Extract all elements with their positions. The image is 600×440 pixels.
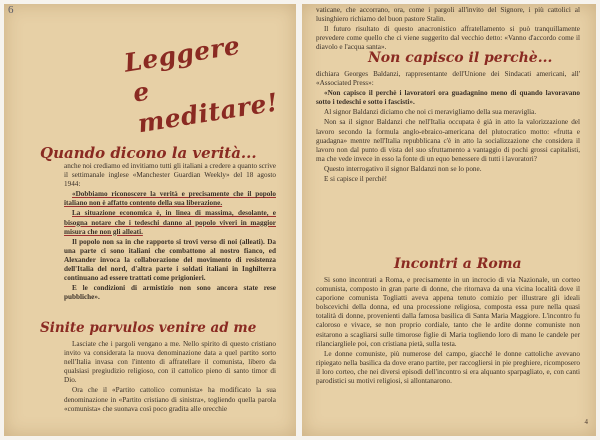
paragraph: Non sa il signor Baldanzi che nell'Italia occupata è già in atto la valorizzazione del lavoro secondo la formula anglo-ebraico-americana del plutocratico motto: «frutta e guadagna» mentre nell'Italia repubblicana c'è in atto la socializzazione che considera il lavoro non dal punto di vista del suo sfruttamento a vantaggio di pochi grossi capitalisti, ma che vede invece in esso la fonte di un equo benessere di tutti i lavoratori? (316, 118, 580, 163)
paragraph: Ora che il «Partito cattolico comunista» ha modificato la sua denominazione in «Partito cristiano di sinistra», togliendo quella parola «comunista» che suonava così poco gradita alle orecchie (64, 386, 276, 413)
title-line-2: e meditare! (130, 76, 281, 139)
right-intro-body (316, 6, 580, 53)
main-title (122, 21, 296, 139)
paragraph: dichiara Georges Baldanzi, rappresentante dell'Unione dei Sindacati americani, all' «Associated Press»: (316, 70, 580, 88)
quoted-paragraph: «Dobbiamo riconoscere la verità e precisamente che il popolo italiano non è affatto contento della sua liberazione. (64, 190, 276, 208)
paragraph: Si sono incontrati a Roma, e precisamente in un incrocio di via Nazionale, un corteo comunista, composto in gran parte di donne, che ritornava da una vicina località dove il caporione comunista Togliatti aveva appena tenuto comizio per illustrare gli ideali bolscevichi della donna, ed una processione religiosa, composta essa pure nella quasi totalità di donne, provenienti dalla famosa basilica di Santa Maria Maggiore. L'incontro fu caloroso e vivace, se non proprio cordiale, tanto che le ardite donne comuniste non esitarono a scagliarsi sulle timorose figlie di Maria togliendo loro di mano le candele per rilanciargliele poi, con cristiana pietà, sulla testa. (316, 276, 580, 348)
section-incontri-body (316, 276, 580, 387)
handwritten-number: 6 (8, 4, 14, 16)
paragraph: E si capisce il perchè! (324, 175, 388, 184)
paragraph: Al signor Baldanzi diciamo che noi ci meravigliamo della sua meraviglia. (324, 108, 537, 117)
page-number: 4 (584, 418, 588, 426)
paragraph: vaticane, che accorrano, ora, come i pargoli all'invito del Signore, i più cattolici al lusinghiero richiamo del buon pastore Stalin. (316, 6, 580, 24)
section-quando-dicono-body (64, 162, 276, 303)
title-line-1: Leggere (122, 30, 243, 78)
paragraph: Lasciate che i pargoli vengano a me. Nello spirito di questo cristiano invito va considerata la nuova denominazione data a quel partito sorto nell'Italia invasa con l'intento di affratellare il comunista, libero da qualsiasi pregiudizio religioso, con il cattolico pieno di santo timor di Dio. (64, 340, 276, 385)
heading-incontri-a-roma: Incontri a Roma (394, 256, 522, 272)
quoted-paragraph: E le condizioni di armistizio non sono ancora state rese pubbliche». (64, 284, 276, 302)
section-sinite-parvulos-body (64, 340, 276, 415)
paragraph: Questo interrogativo il signor Baldanzi non se lo pone. (324, 164, 482, 173)
quoted-paragraph: La situazione economica è, in linea di massima, desolante, e bisogna notare che i tedeschi danno al popolo viveri in maggior misura che non gli alleati. (64, 209, 276, 236)
quoted-paragraph: Il popolo non sa in che rapporto si trovi verso di noi (alleati). Da una parte ci sono italiani che combattono al nostro fianco, ed Alexander invoca la collaborazione del movimento di resistenza dell'Italia del nord, d'altra parte i soldati italiani in Inghilterra continuano ad essere trattati come prigionieri. (64, 237, 276, 283)
left-page (4, 4, 296, 436)
heading-quando-dicono: Quando dicono la verità... (40, 144, 257, 162)
heading-non-capisco: Non capisco il perchè... (368, 50, 553, 66)
paragraph: Il futuro risultato di questo anacronistico affratellamento si può tranquillamente prevedere come quello che ci viene suggerito dal vecchio detto: «Vanno d'accordo come il diavolo e l'acqua santa». (316, 25, 580, 52)
right-page (302, 4, 596, 436)
paragraph: anche noi crediamo ed invitiamo tutti gli italiani a credere a quanto scrive il settimanale inglese «Manchester Guardian Weekly» del 18 agosto 1944: (64, 162, 276, 189)
section-non-capisco-body (316, 70, 580, 185)
heading-sinite-parvulos: Sinite parvulos venire ad me (40, 320, 257, 336)
paragraph: Le donne comuniste, più numerose del campo, giacché le donne cattoliche avevano ripiegato nella basilica da dove erano partite, per raccogliersi in pie preghiere, ricomposero il loro corteo, che nei diversi episodi dell'incontro si era alquanto sparpagliato, e, con canti parodistici su motivi religiosi, si allontanarono. (316, 349, 580, 386)
quoted-paragraph: «Non capisco il perchè i lavoratori ora guadagnino meno di quando lavoravano sotto i tedeschi e sotto i fascisti». (316, 89, 580, 107)
